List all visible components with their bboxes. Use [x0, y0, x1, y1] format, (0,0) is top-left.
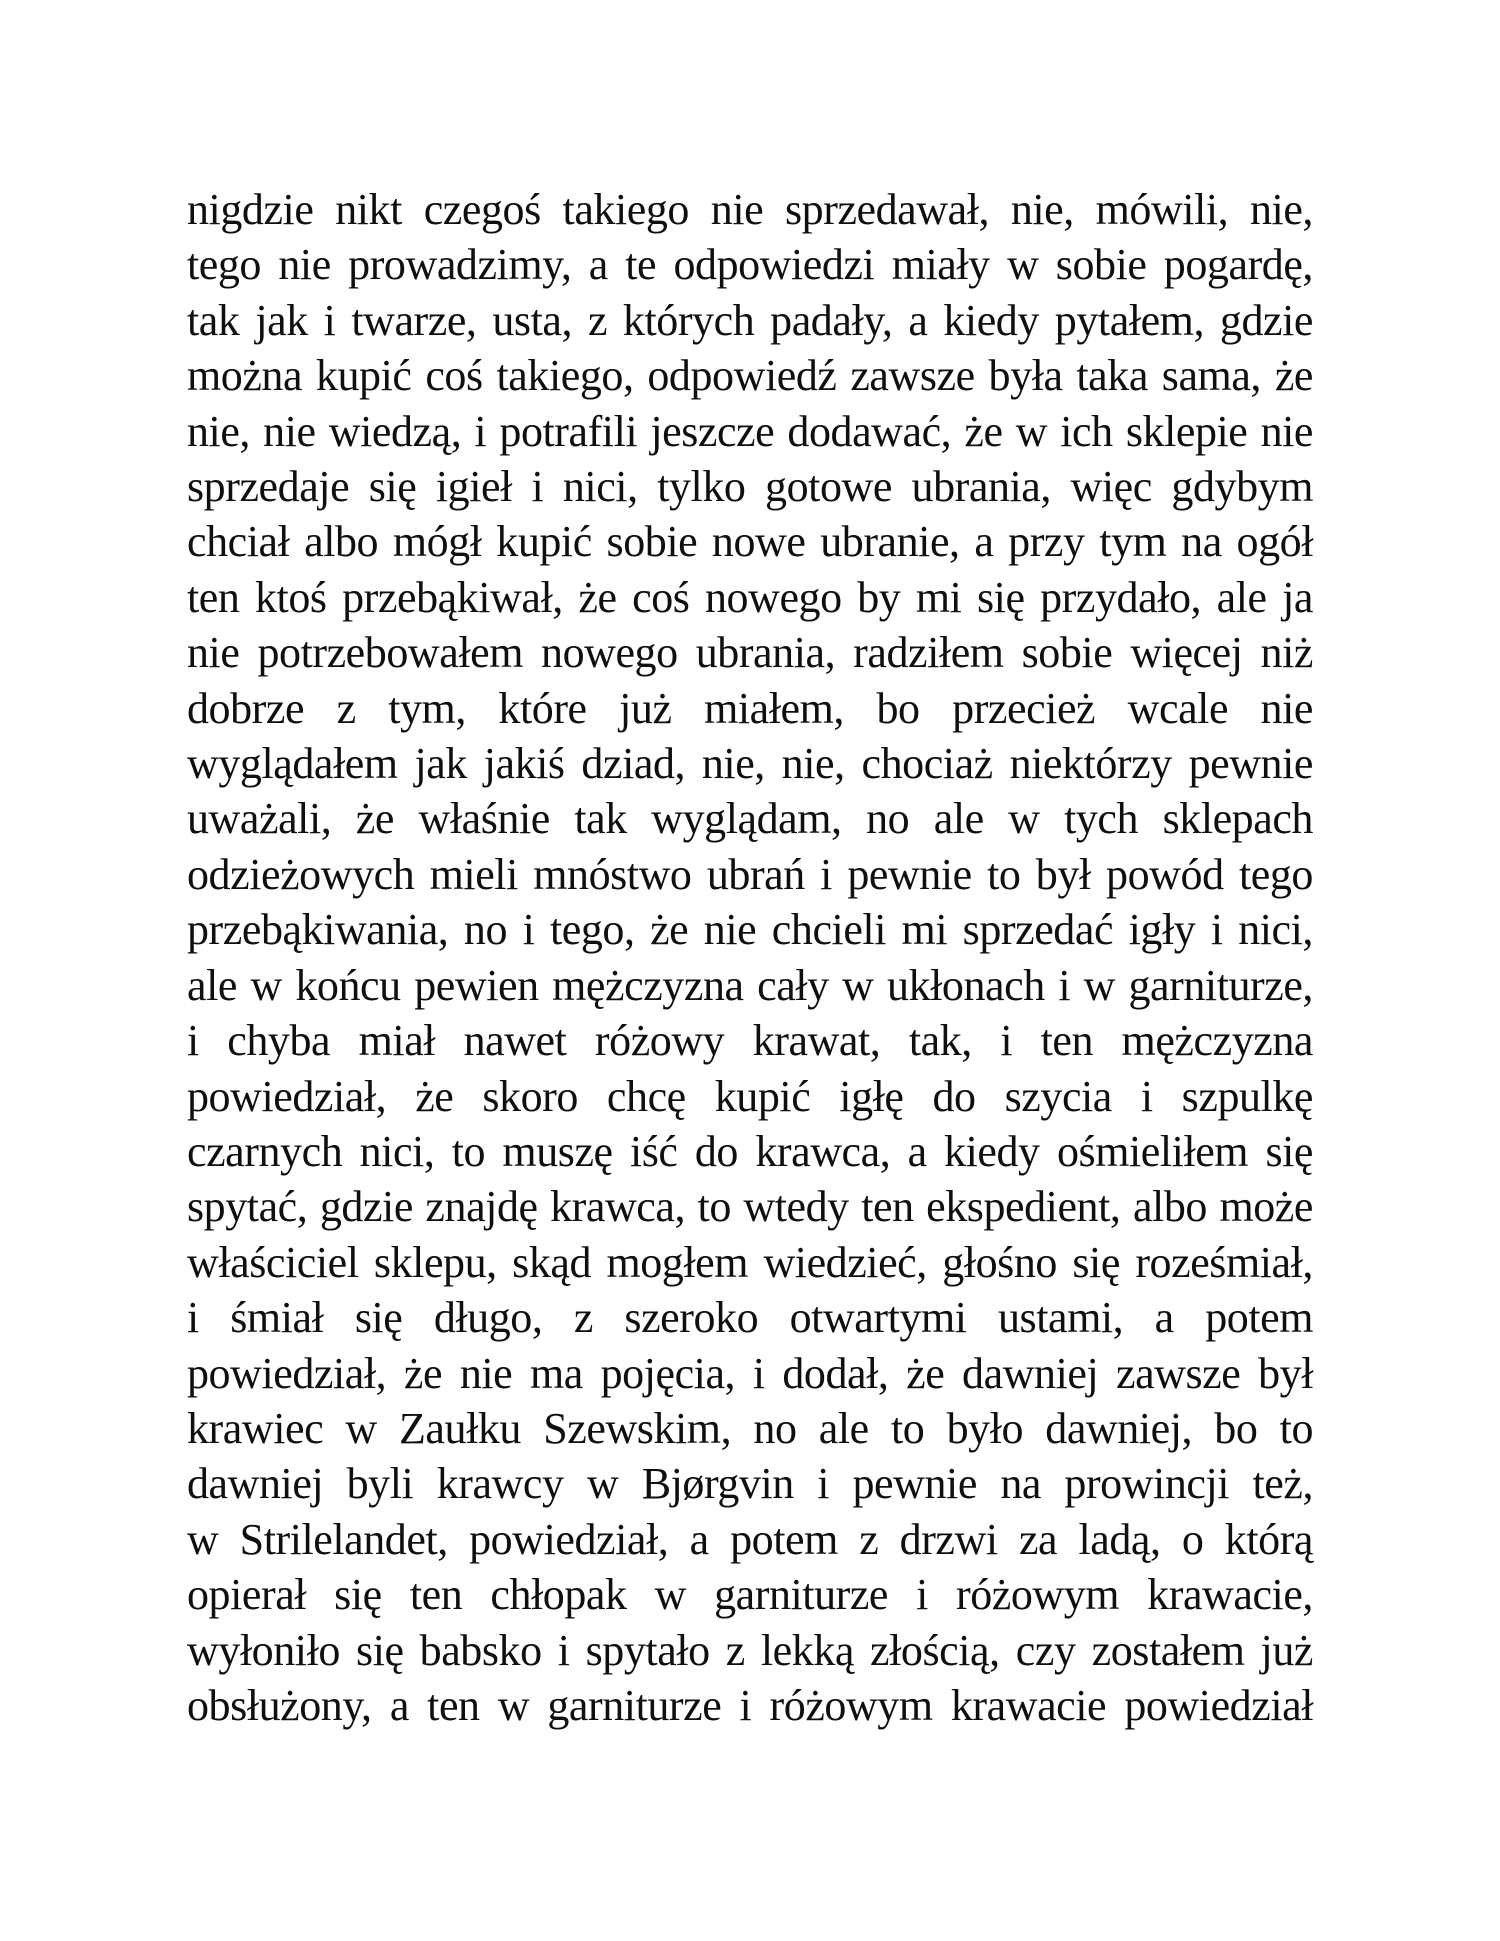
- text-line: ale w końcu pewien mężczyzna cały w ukłonach i w garniturze,: [187, 960, 1313, 1010]
- text-line: odzieżowych mieli mnóstwo ubrań i pewnie to był powód tego: [187, 849, 1313, 899]
- text-line: dobrze z tym, które już miałem, bo przecież wcale nie: [187, 683, 1313, 733]
- text-line: krawiec w Zaułku Szewskim, no ale to było dawniej, bo to: [187, 1403, 1313, 1453]
- text-line: wyłoniło się babsko i spytało z lekką złością, czy zostałem już: [187, 1625, 1313, 1675]
- text-line: uważali, że właśnie tak wyglądam, no ale w tych sklepach: [187, 794, 1313, 844]
- text-line: właściciel sklepu, skąd mogłem wiedzieć, głośno się roześmiał,: [187, 1237, 1313, 1287]
- text-line: czarnych nici, to muszę iść do krawca, a kiedy ośmieliłem się: [187, 1126, 1313, 1176]
- text-line: powiedział, że skoro chcę kupić igłę do szycia i szpulkę: [187, 1071, 1313, 1121]
- text-line: dawniej byli krawcy w Bjørgvin i pewnie na prowincji też,: [187, 1459, 1313, 1509]
- text-line: obsłużony, a ten w garniturze i różowym krawacie powiedział: [187, 1680, 1313, 1730]
- text-line: tak jak i twarze, usta, z których padały, a kiedy pytałem, gdzie: [187, 295, 1313, 345]
- text-line: w Strilelandet, powiedział, a potem z drzwi za ladą, o którą: [187, 1514, 1313, 1564]
- text-line: można kupić coś takiego, odpowiedź zawsze była taka sama, że: [187, 351, 1313, 401]
- text-line: przebąkiwania, no i tego, że nie chcieli mi sprzedać igły i nici,: [187, 905, 1313, 955]
- paragraph-text-block: [187, 182, 1313, 1733]
- text-line: ten ktoś przebąkiwał, że coś nowego by mi się przydało, ale ja: [187, 572, 1313, 622]
- text-line: chciał albo mógł kupić sobie nowe ubranie, a przy tym na ogół: [187, 517, 1313, 567]
- text-line: opierał się ten chłopak w garniturze i różowym krawacie,: [187, 1570, 1313, 1620]
- text-line: nie, nie wiedzą, i potrafili jeszcze dodawać, że w ich sklepie nie: [187, 406, 1313, 456]
- text-line: tego nie prowadzimy, a te odpowiedzi miały w sobie pogardę,: [187, 240, 1313, 290]
- text-line: nigdzie nikt czegoś takiego nie sprzedawał, nie, mówili, nie,: [187, 185, 1313, 234]
- text-line: wyglądałem jak jakiś dziad, nie, nie, chociaż niektórzy pewnie: [187, 739, 1313, 789]
- text-line: i śmiał się długo, z szeroko otwartymi ustami, a potem: [187, 1293, 1313, 1343]
- text-line: sprzedaje się igieł i nici, tylko gotowe ubrania, więc gdybym: [187, 462, 1313, 512]
- text-line: i chyba miał nawet różowy krawat, tak, i ten mężczyzna: [187, 1016, 1313, 1066]
- text-line: powiedział, że nie ma pojęcia, i dodał, że dawniej zawsze był: [187, 1348, 1313, 1398]
- text-line: spytać, gdzie znajdę krawca, to wtedy ten ekspedient, albo może: [187, 1182, 1313, 1232]
- text-line: nie potrzebowałem nowego ubrania, radziłem sobie więcej niż: [187, 628, 1313, 678]
